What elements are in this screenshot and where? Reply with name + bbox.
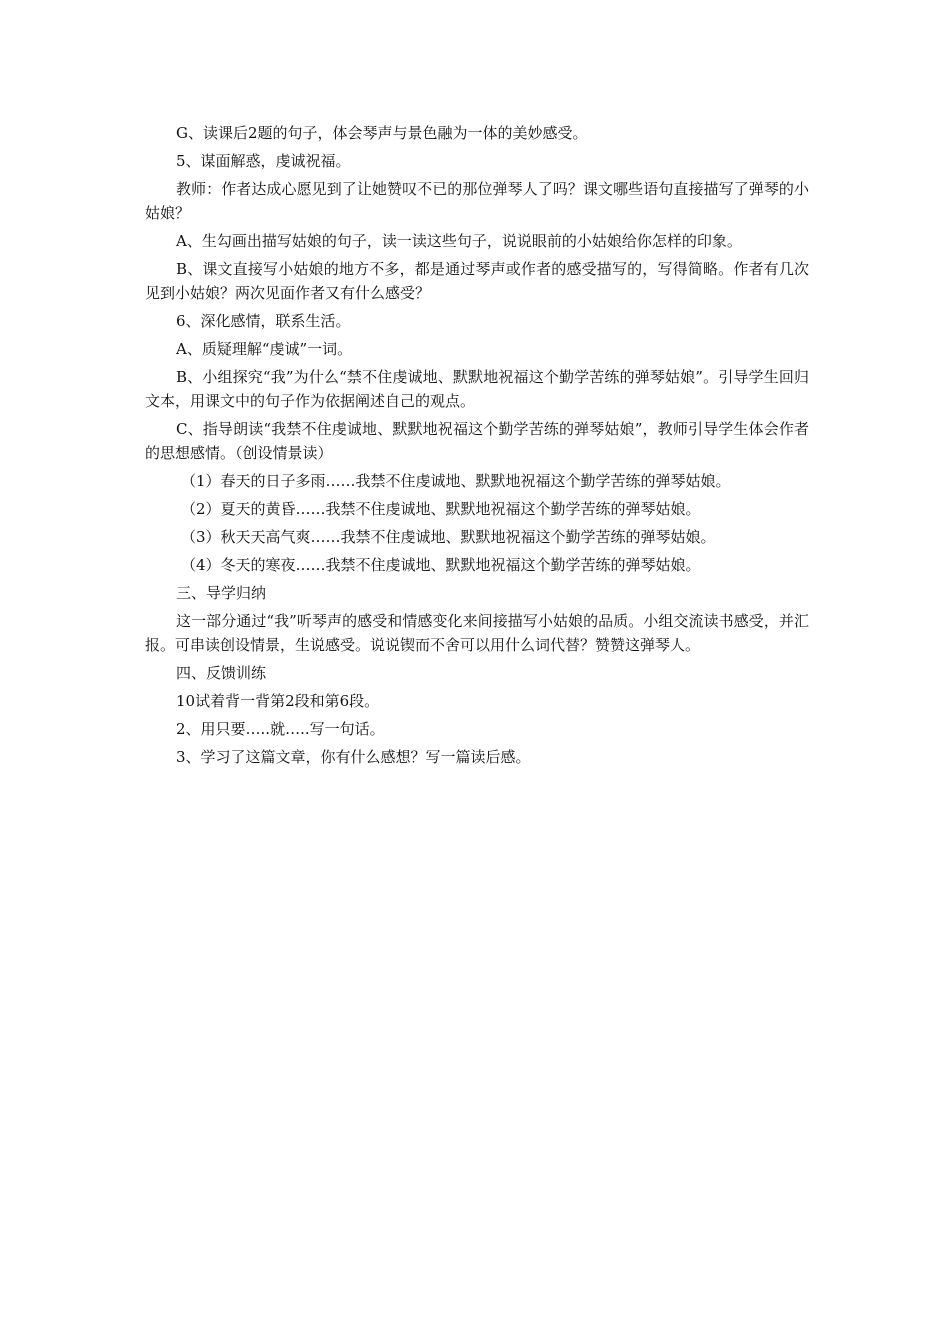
paragraph: 3、学习了这篇文章，你有什么感想？写一篇读后感。 <box>176 748 531 766</box>
paragraph: 10试着背一背第2段和第6段。 <box>176 692 380 710</box>
document-page <box>145 121 809 773</box>
list-item: （4）冬天的寒夜……我禁不住虔诚地、默默地祝福这个勤学苦练的弹琴姑娘。 <box>181 556 701 574</box>
paragraph: G、读课后2题的句子，体会琴声与景色融为一体的美妙感受。 <box>176 124 588 142</box>
paragraph: A、生勾画出描写姑娘的句子，读一读这些句子，说说眼前的小姑娘给你怎样的印象。 <box>176 232 742 250</box>
section-heading: 三、导学归纳 <box>176 584 267 602</box>
paragraph: 6、深化感情，联系生活。 <box>176 312 351 330</box>
list-item: （3）秋天天高气爽……我禁不住虔诚地、默默地祝福这个勤学苦练的弹琴姑娘。 <box>181 528 716 546</box>
paragraph: C、指导朗读“我禁不住虔诚地、默默地祝福这个勤学苦练的弹琴姑娘”，教师引导学生体会作者的思想感情。（创设情景读） <box>145 420 809 462</box>
list-item: （1）春天的日子多雨……我禁不住虔诚地、默默地祝福这个勤学苦练的弹琴姑娘。 <box>181 472 731 490</box>
paragraph: 2、用只要…..就…..写一句话。 <box>176 720 385 738</box>
section-heading: 四、反馈训练 <box>176 664 267 682</box>
paragraph: 5、谋面解惑，虔诚祝福。 <box>176 152 351 170</box>
paragraph: B、小组探究“我”为什么“禁不住虔诚地、默默地祝福这个勤学苦练的弹琴姑娘”。引导学生回归文本，用课文中的句子作为依据阐述自己的观点。 <box>145 368 809 410</box>
paragraph: 教师：作者达成心愿见到了让她赞叹不已的那位弹琴人了吗？课文哪些语句直接描写了弹琴的小姑娘？ <box>145 180 809 222</box>
paragraph: B、课文直接写小姑娘的地方不多，都是通过琴声或作者的感受描写的，写得简略。作者有几次见到小姑娘？两次见面作者又有什么感受？ <box>145 260 809 302</box>
list-item: （2）夏天的黄昏……我禁不住虔诚地、默默地祝福这个勤学苦练的弹琴姑娘。 <box>181 500 701 518</box>
paragraph: 这一部分通过“我”听琴声的感受和情感变化来间接描写小姑娘的品质。小组交流读书感受，并汇报。可串读创设情景，生说感受。说说锲而不舍可以用什么词代替？赞赞这弹琴人。 <box>145 612 809 654</box>
paragraph: A、质疑理解“虔诚”一词。 <box>176 340 353 358</box>
